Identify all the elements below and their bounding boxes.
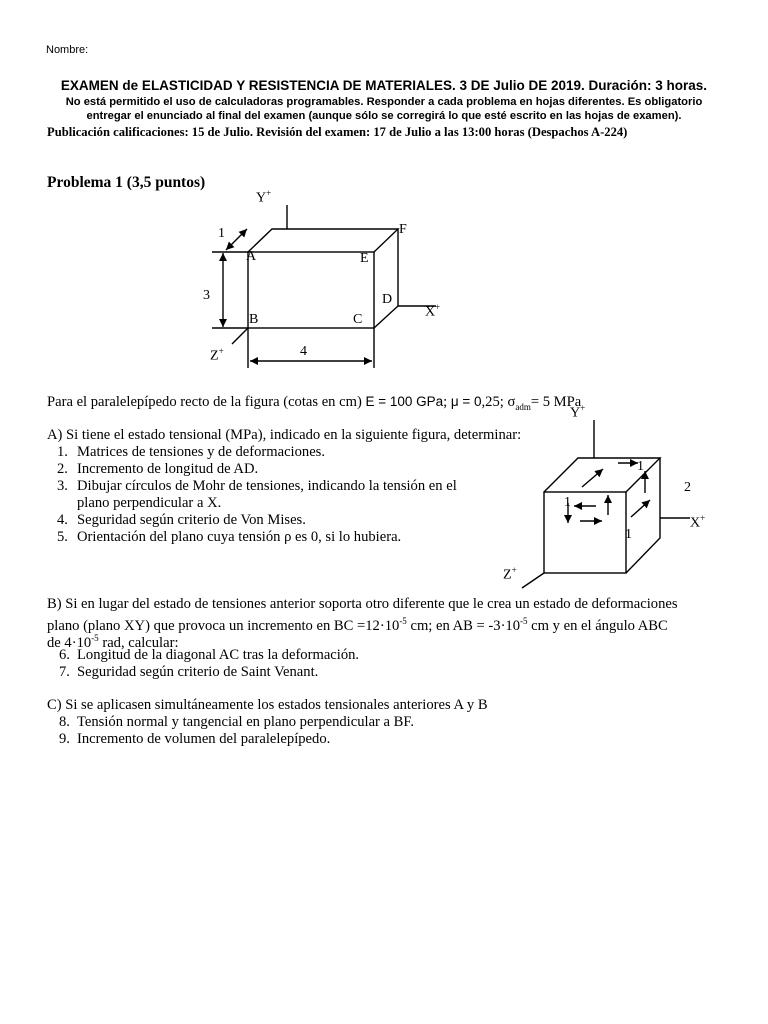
fig2-axis-z-label: Z+ xyxy=(503,565,517,583)
fig1-vertex-b: B xyxy=(249,312,259,327)
part-b-line-1: B) Si en lugar del estado de tensiones anterior soporta otro diferente que le crea un estado de deformaciones xyxy=(47,596,678,612)
part-b-item-6: 6. Longitud de la diagonal AC tras la deformación. xyxy=(59,647,360,663)
part-c-item-8: 8. Tensión normal y tangencial en plano perpendicular a BF. xyxy=(59,714,415,730)
part-c-item-9: 9. Incremento de volumen del paralelepípedo. xyxy=(59,731,331,747)
fig2-stress-top-value: 1 xyxy=(637,459,644,474)
fig2-stress-right-value: 2 xyxy=(684,480,691,495)
dim-depth-arrow xyxy=(226,229,247,250)
fig1-vertex-c: C xyxy=(353,312,363,327)
fig1-axis-z-label: Z+ xyxy=(210,346,224,364)
fig1-vertex-a: A xyxy=(246,249,257,264)
part-a-item-3-cont: plano perpendicular a X. xyxy=(77,495,222,511)
fig1-dim-depth: 1 xyxy=(218,226,225,241)
fig1-axis-y-label: Y+ xyxy=(256,188,272,206)
publication-info: Publicación calificaciones: 15 de Julio. Revisión del examen: 17 de Julio a las 13:00 horas (Despachos A-224) xyxy=(47,125,628,139)
name-label: Nombre: xyxy=(46,44,89,56)
exam-title: EXAMEN de ELASTICIDAD Y RESISTENCIA DE MATERIALES. 3 DE Julio DE 2019. Duración: 3 horas. xyxy=(60,78,708,93)
part-b-item-7: 7. Seguridad según criterio de Saint Venant. xyxy=(59,664,319,680)
part-c-intro: C) Si se aplicasen simultáneamente los estados tensionales anteriores A y B xyxy=(47,697,488,713)
problem-title: Problema 1 (3,5 puntos) xyxy=(47,174,206,191)
fig1-dim-height: 3 xyxy=(203,288,210,303)
figure-stress-cube xyxy=(522,420,690,588)
fig1-vertex-f: F xyxy=(399,222,407,237)
fig1-axis-x-label: X+ xyxy=(425,302,441,320)
fig2-axis-y-label: Y+ xyxy=(570,403,586,421)
part-a-item-4: 4. Seguridad según criterio de Von Mises. xyxy=(57,512,306,528)
box-top-face xyxy=(248,229,398,252)
fig2-axis-x-label: X+ xyxy=(690,513,706,531)
exam-rules-line-2: entregar el enunciado al final del examen (aunque sólo se corregirá lo que esté escrito en las hojas de examen). xyxy=(86,110,682,122)
z-axis-line xyxy=(232,328,248,344)
box-right-face xyxy=(374,229,398,328)
fig1-dim-width: 4 xyxy=(300,344,307,359)
fig1-vertex-d: D xyxy=(382,292,393,307)
part-a-item-5: 5. Orientación del plano cuya tensión ρ es 0, si lo hubiera. xyxy=(57,529,402,545)
part-a-item-2: 2. Incremento de longitud de AD. xyxy=(57,461,259,477)
part-a-intro: A) Si tiene el estado tensional (MPa), indicado en la siguiente figura, determinar: xyxy=(47,427,522,443)
problem-statement: Para el paralelepípedo recto de la figura (cotas en cm) E = 100 GPa; μ = 0,25; $\sigma_{adm}= 5$ MPa xyxy=(47,394,582,412)
fig1-vertex-e: E xyxy=(360,251,369,266)
part-a-item-3: 3. Dibujar círculos de Mohr de tensiones, indicando la tensión en el xyxy=(57,478,457,494)
part-b-line-2: plano (plano XY) que provoca un incremento en BC $=12\cdot 10^{-5}$ cm; en AB = $-3\cdot 10^{-5}$ cm y en el ángulo ABC xyxy=(47,616,668,634)
fig2-stress-bottom-value: 1 xyxy=(625,527,632,542)
part-a-item-1: 1. Matrices de tensiones y de deformaciones. xyxy=(57,444,326,460)
fig2-stress-left-value: 1 xyxy=(564,495,571,510)
exam-rules-line-1: No está permitido el uso de calculadoras programables. Responder a cada problema en hojas diferentes. Es obligatorio xyxy=(65,96,703,108)
part-b-line-3: de $4\cdot 10^{-5}$ rad, calcular: xyxy=(47,633,179,651)
